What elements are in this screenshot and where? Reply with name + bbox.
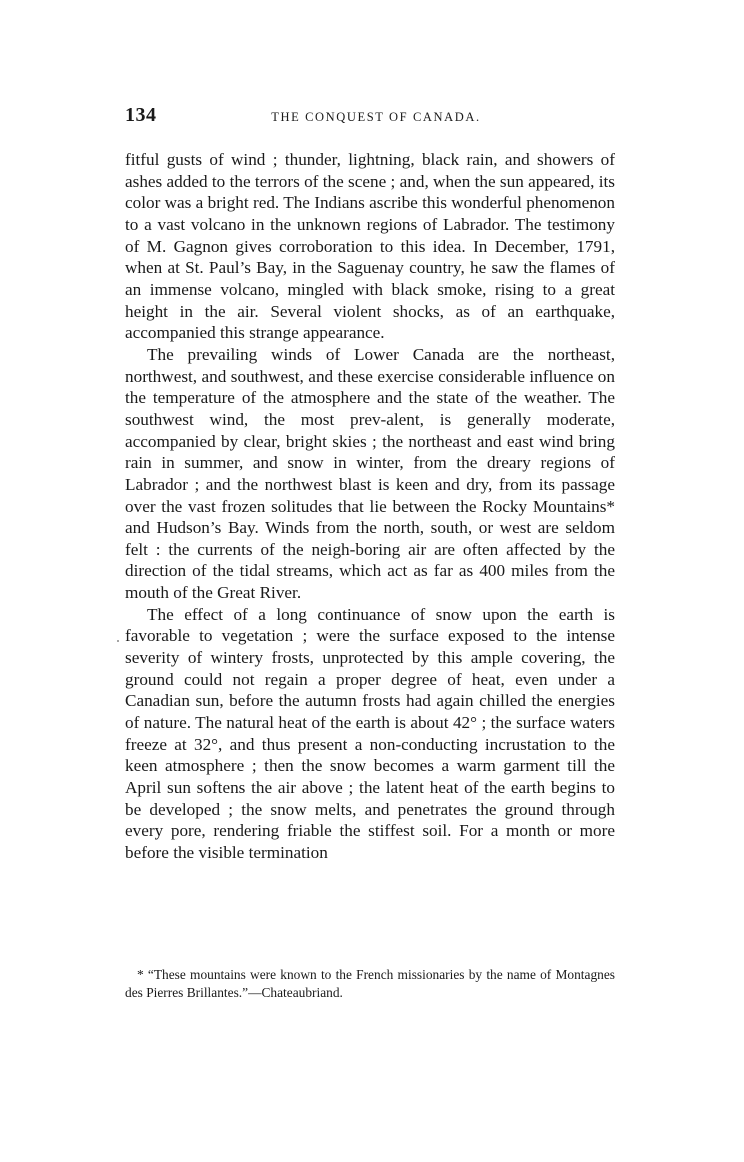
footnote: [125, 966, 615, 1001]
body-text: [125, 149, 615, 864]
running-title: THE CONQUEST OF CANADA.: [271, 110, 481, 124]
book-page: [125, 104, 615, 864]
paragraph-winds: The prevailing winds of Lower Canada are the northeast, northwest, and southwest, and these exercise considerable influence on the temperature of the atmosphere and the state of the weather. The southwest wind, the most prev-alent, is generally moderate, accompanied by clear, bright skies ; the northeast and east wind bring rain in summer, and snow in winter, from the dreary regions of Labrador ; and the northwest blast is keen and dry, from its passage over the vast frozen solitudes that lie between the Rocky Mountains* and Hudson’s Bay. Winds from the north, south, or west are seldom felt : the currents of the neigh-boring air are often affected by the direction of the tidal streams, which act as far as 400 miles from the mouth of the Great River.: [125, 344, 615, 603]
paragraph-snow: The effect of a long continuance of snow upon the earth is favorable to vegetation ; were the surface exposed to the intense severity of wintery frosts, unprotected by this ample covering, the ground could not regain a proper degree of heat, even under a Canadian sun, before the autumn frosts had again chilled the energies of nature. The natural heat of the earth is about 42° ; the surface waters freeze at 32°, and thus present a non-conducting incrustation to the keen atmosphere ; then the snow becomes a warm garment till the April sun softens the air above ; the latent heat of the earth begins to be developed ; the snow melts, and penetrates the ground through every pore, rendering friable the stiffest soil. For a month or more before the visible termination: [125, 604, 615, 862]
margin-speck: [117, 640, 119, 642]
footnote-text: * “These mountains were known to the French missionaries by the name of Montagnes des Pierres Brillantes.”—Chateaubriand.: [125, 967, 615, 1000]
page-header: [125, 104, 615, 130]
page-number: 134: [125, 104, 157, 126]
paragraph-continued: fitful gusts of wind ; thunder, lightning, black rain, and showers of ashes added to the terrors of the scene ; and, when the sun appeared, its color was a bright red. The Indians ascribe this wonderful phenomenon to a vast volcano in the unknown regions of Labrador. The testimony of M. Gagnon gives corroboration to this idea. In December, 1791, when at St. Paul’s Bay, in the Saguenay country, he saw the flames of an immense volcano, mingled with black smoke, rising to a great height in the air. Several violent shocks, as of an earthquake, accompanied this strange appearance.: [125, 150, 615, 343]
